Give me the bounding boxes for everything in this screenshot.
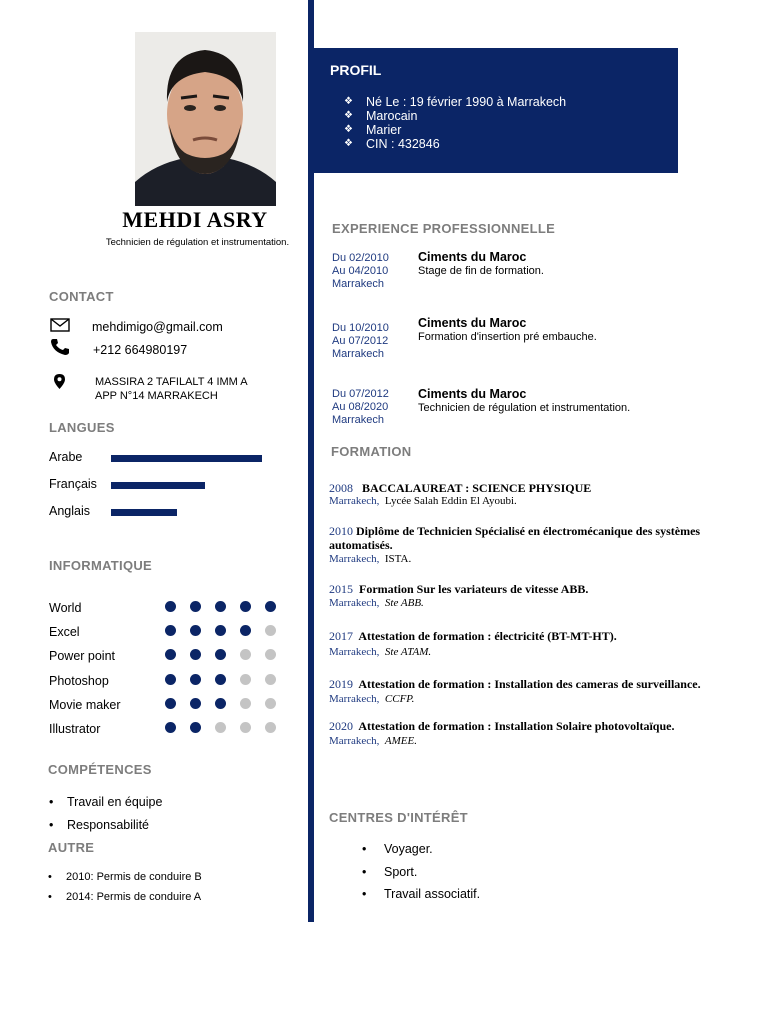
skill-dot-filled <box>190 601 201 612</box>
contact-phone[interactable]: +212 664980197 <box>93 343 188 357</box>
date-to: Au 08/2020 <box>332 401 389 413</box>
formation-title <box>329 719 739 733</box>
skill-dot-filled <box>190 674 201 685</box>
list-item: • Sport. <box>362 861 480 884</box>
formation-institution: AMEE. <box>384 735 417 747</box>
skill-dot-empty <box>265 625 276 636</box>
formation-name: Attestation de formation : Installation Solaire photovoltaïque. <box>358 719 675 733</box>
formation-title <box>329 582 739 596</box>
date-from: Du 07/2012 <box>332 388 389 400</box>
location-pin-icon <box>54 374 65 394</box>
skill-dot-filled <box>165 625 176 636</box>
competences-heading: COMPÉTENCES <box>48 762 152 777</box>
formation-school <box>329 693 414 705</box>
skill-dot-filled <box>215 649 226 660</box>
competences-list <box>49 791 162 837</box>
diamond-bullet-icon: ❖ <box>344 110 353 121</box>
date-from: Du 10/2010 <box>332 322 389 334</box>
language-level-bar <box>111 482 205 489</box>
date-from: Du 02/2010 <box>332 252 389 264</box>
contact-email[interactable]: mehdimigo@gmail.com <box>92 320 223 334</box>
skill-dot-filled <box>165 674 176 685</box>
profil-status: Marier <box>366 123 402 137</box>
skill-dot-empty <box>240 674 251 685</box>
list-item <box>344 95 566 109</box>
list-item <box>344 123 566 137</box>
profil-heading: PROFIL <box>330 62 382 78</box>
skill-dot-filled <box>165 601 176 612</box>
job-title: Technicien de régulation et instrumentation. <box>105 237 290 248</box>
address-line-1: MASSIRA 2 TAFILALT 4 IMM A <box>95 376 248 388</box>
skill-label: Photoshop <box>49 673 109 688</box>
skill-dot-filled <box>190 625 201 636</box>
phone-icon <box>50 338 70 361</box>
formation-title <box>329 677 739 691</box>
envelope-icon <box>50 318 70 337</box>
skill-label: Power point <box>49 649 116 664</box>
skill-dot-filled <box>215 698 226 709</box>
experience-company: Ciments du Maroc <box>418 316 527 330</box>
formation-institution: Ste ATAM. <box>384 646 432 658</box>
langues-heading: LANGUES <box>49 420 115 435</box>
formation-institution: Ste ABB. <box>384 597 424 609</box>
skill-dot-filled <box>215 601 226 612</box>
formation-school <box>329 553 411 565</box>
formation-institution: ISTA. <box>384 553 412 565</box>
formation-year: 2019 <box>329 677 353 691</box>
diamond-bullet-icon: ❖ <box>344 96 353 107</box>
candidate-name: MEHDI ASRY <box>122 207 268 232</box>
skill-dot-empty <box>240 698 251 709</box>
interets-list <box>362 838 480 906</box>
experience-description: Formation d'insertion pré embauche. <box>418 331 597 343</box>
list-item: • Travail associatif. <box>362 883 480 906</box>
formation-city: Marrakech, <box>329 495 380 507</box>
contact-address <box>95 375 248 403</box>
interets-heading: CENTRES D'INTÉRÊT <box>329 810 468 825</box>
skill-dot-empty <box>240 722 251 733</box>
formation-year: 2017 <box>329 629 353 643</box>
date-to: Au 04/2010 <box>332 265 389 277</box>
formation-city: Marrakech, <box>329 735 380 747</box>
language-level-bar <box>111 509 177 516</box>
skill-dot-filled <box>190 649 201 660</box>
formation-title <box>329 481 739 495</box>
skill-dot-filled <box>215 674 226 685</box>
experience-dates <box>332 252 389 291</box>
experience-dates <box>332 388 389 427</box>
skill-dot-empty <box>240 649 251 660</box>
language-label: Arabe <box>49 450 83 464</box>
formation-name: Attestation de formation : électricité (BT-MT-HT). <box>358 629 617 643</box>
formation-heading: FORMATION <box>331 444 412 459</box>
formation-city: Marrakech, <box>329 646 380 658</box>
experience-company: Ciments du Maroc <box>418 250 527 264</box>
skill-dot-empty <box>265 674 276 685</box>
language-level-bar <box>111 455 262 462</box>
formation-school <box>329 597 424 609</box>
list-item <box>344 109 566 123</box>
skill-dot-filled <box>240 625 251 636</box>
skill-label: Illustrator <box>49 722 101 736</box>
profil-cin: CIN : 432846 <box>366 137 440 151</box>
profile-photo <box>135 32 276 206</box>
profil-birth: Né Le : 19 février 1990 à Marrakech <box>366 95 567 109</box>
formation-city: Marrakech, <box>329 597 380 609</box>
address-line-2: APP N°14 MARRAKECH <box>95 390 218 402</box>
diamond-bullet-icon: ❖ <box>344 138 353 149</box>
skill-label: Excel <box>49 625 80 640</box>
skill-label: Movie maker <box>49 697 121 712</box>
language-label: Français <box>49 477 97 491</box>
formation-school <box>329 735 417 747</box>
formation-name: Diplôme de Technicien Spécialisé en électromécanique des systèmes automatisés. <box>329 524 701 552</box>
formation-year: 2010 <box>329 524 353 538</box>
skill-dot-empty <box>265 698 276 709</box>
diamond-bullet-icon: ❖ <box>344 124 353 135</box>
formation-year: 2015 <box>329 582 353 596</box>
formation-name: Formation Sur les variateurs de vitesse ABB. <box>359 582 589 596</box>
skill-dot-filled <box>165 722 176 733</box>
informatique-heading: INFORMATIQUE <box>49 558 153 573</box>
profil-nationality: Marocain <box>366 109 418 123</box>
experience-description: Stage de fin de formation. <box>418 265 544 277</box>
autre-list <box>48 867 202 907</box>
formation-school <box>329 646 431 658</box>
list-item: • Responsabilité <box>49 814 162 837</box>
autre-heading: AUTRE <box>48 840 95 855</box>
profil-box <box>314 48 678 173</box>
skill-label: World <box>49 601 82 615</box>
experience-city: Marrakech <box>332 414 384 426</box>
experience-company: Ciments du Maroc <box>418 387 527 401</box>
formation-school <box>329 495 517 507</box>
formation-city: Marrakech, <box>329 553 380 565</box>
formation-year: 2008 <box>329 481 353 495</box>
profil-list <box>344 95 566 151</box>
experience-heading: EXPERIENCE PROFESSIONNELLE <box>332 221 556 236</box>
skill-dot-empty <box>265 722 276 733</box>
formation-institution: Lycée Salah Eddin El Ayoubi. <box>384 495 517 507</box>
list-item: • 2010: Permis de conduire B <box>48 867 202 887</box>
list-item: • 2014: Permis de conduire A <box>48 887 202 907</box>
formation-name: BACCALAUREAT : SCIENCE PHYSIQUE <box>362 481 592 495</box>
skill-dot-filled <box>165 698 176 709</box>
skill-dot-empty <box>215 722 226 733</box>
formation-title <box>329 524 739 552</box>
experience-description: Technicien de régulation et instrumentation. <box>418 402 631 414</box>
list-item: • Voyager. <box>362 838 480 861</box>
formation-institution: CCFP. <box>384 693 415 705</box>
skill-dot-filled <box>215 625 226 636</box>
skill-dot-filled <box>240 601 251 612</box>
list-item: • Travail en équipe <box>49 791 162 814</box>
skill-dot-empty <box>265 649 276 660</box>
skill-dot-filled <box>265 601 276 612</box>
skill-dot-filled <box>190 722 201 733</box>
contact-heading: CONTACT <box>49 289 114 304</box>
formation-title <box>329 629 739 643</box>
language-label: Anglais <box>49 504 90 518</box>
formation-city: Marrakech, <box>329 693 380 705</box>
formation-name: Attestation de formation : Installation des cameras de surveillance. <box>358 677 701 691</box>
formation-year: 2020 <box>329 719 353 733</box>
experience-city: Marrakech <box>332 348 384 360</box>
list-item <box>344 137 566 151</box>
experience-dates <box>332 322 389 361</box>
skill-dot-filled <box>190 698 201 709</box>
experience-city: Marrakech <box>332 278 384 290</box>
date-to: Au 07/2012 <box>332 335 389 347</box>
skill-dot-filled <box>165 649 176 660</box>
